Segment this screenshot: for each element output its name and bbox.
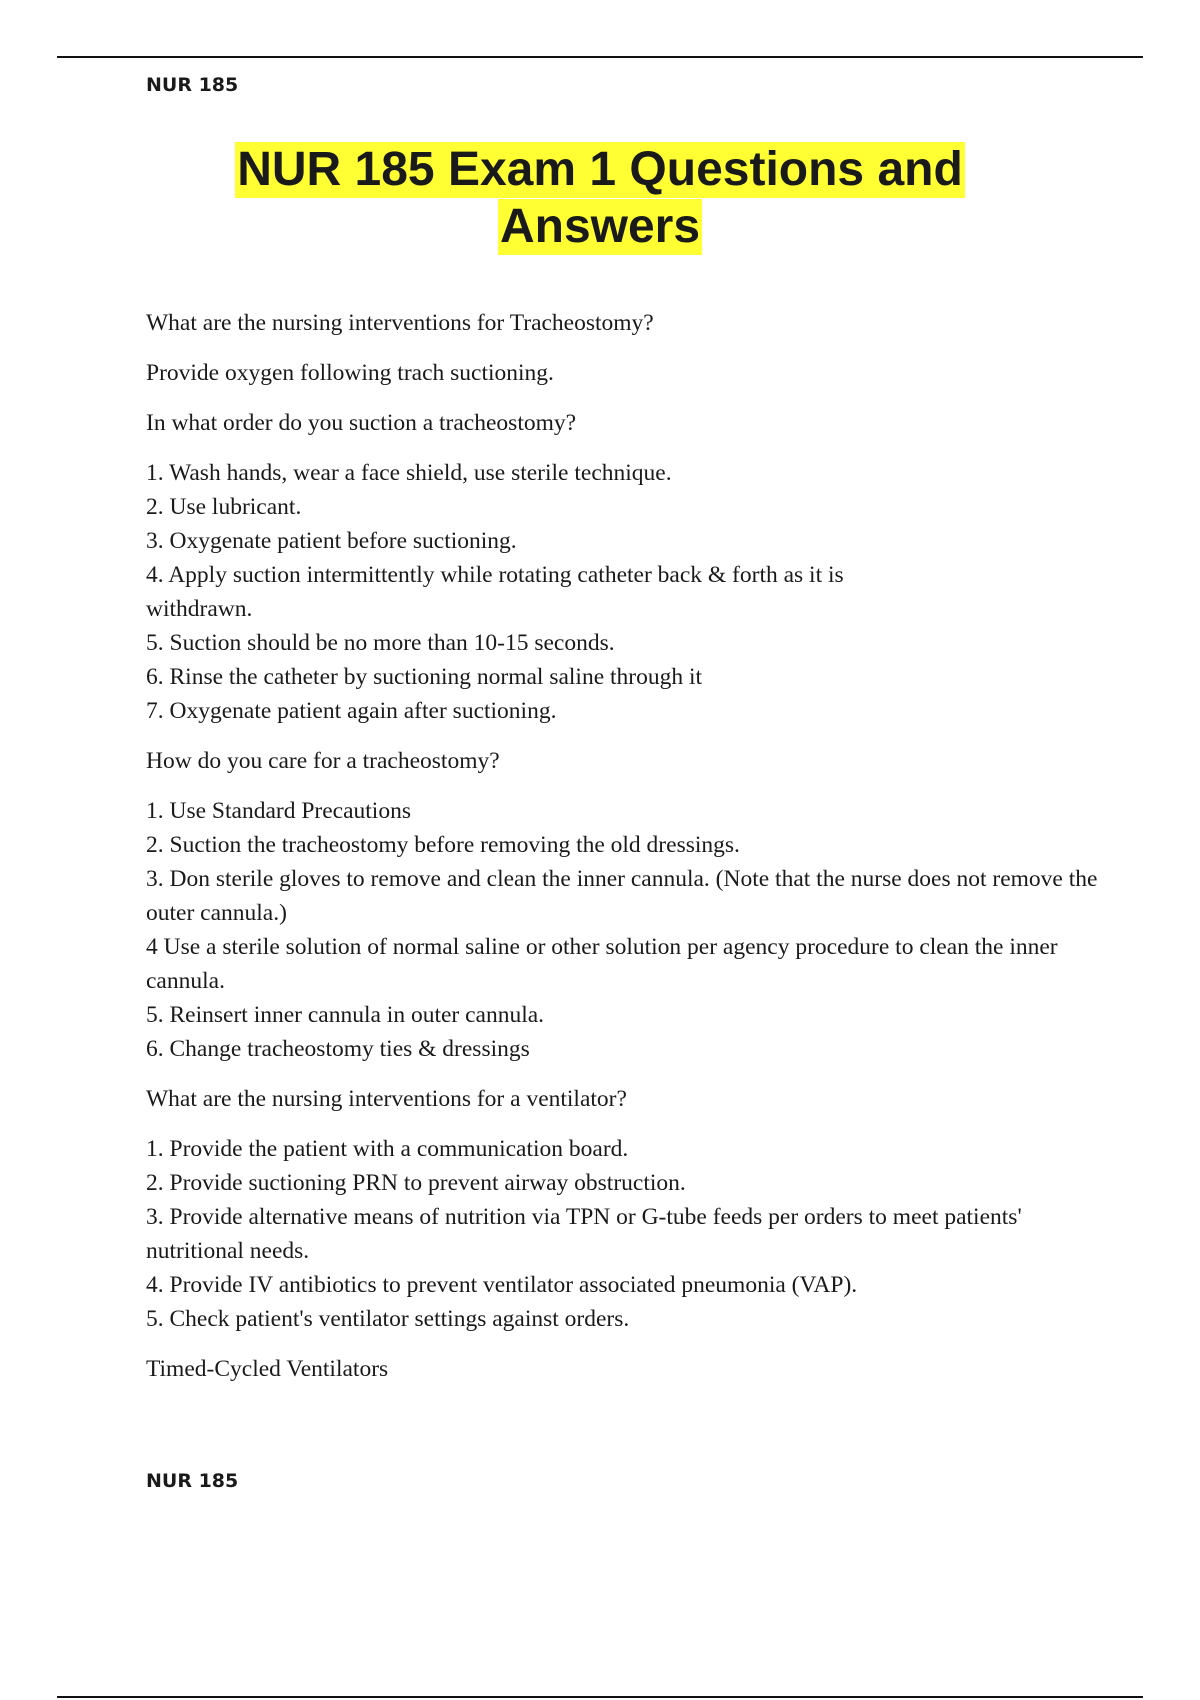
list-item: 5. Check patient's ventilator settings against orders.	[146, 1306, 630, 1332]
document-title	[100, 142, 1100, 256]
list-item: 2. Suction the tracheostomy before removing the old dressings.	[146, 832, 740, 858]
ventilator-interventions-list	[146, 1132, 1106, 1336]
running-header: NUR 185	[146, 74, 239, 96]
question-tracheostomy-interventions: What are the nursing interventions for Tracheostomy?	[146, 310, 654, 336]
list-item: 1. Wash hands, wear a face shield, use sterile technique.	[146, 460, 672, 486]
bottom-rule	[57, 1696, 1143, 1698]
list-item: 3. Oxygenate patient before suctioning.	[146, 528, 517, 554]
list-item: 2. Use lubricant.	[146, 494, 302, 520]
list-item: 1. Provide the patient with a communication board.	[146, 1136, 629, 1162]
list-item: 2. Provide suctioning PRN to prevent airway obstruction.	[146, 1170, 686, 1196]
list-item: 3. Don sterile gloves to remove and clean the inner cannula. (Note that the nurse does not remove the outer cannula.)	[146, 866, 1098, 926]
list-item: 4. Provide IV antibiotics to prevent ventilator associated pneumonia (VAP).	[146, 1272, 858, 1298]
running-footer: NUR 185	[146, 1470, 239, 1492]
document-body	[146, 306, 1106, 1386]
list-item: 1. Use Standard Precautions	[146, 798, 411, 824]
list-item: 3. Provide alternative means of nutrition via TPN or G-tube feeds per orders to meet patients' nutritional needs.	[146, 1204, 1022, 1264]
title-line-2: Answers	[499, 200, 701, 253]
list-item: 5. Suction should be no more than 10-15 seconds.	[146, 630, 615, 656]
list-item: 4 Use a sterile solution of normal saline or other solution per agency procedure to clean the inner cannula.	[146, 934, 1058, 994]
list-item: 5. Reinsert inner cannula in outer cannula.	[146, 1002, 545, 1028]
answer-tracheostomy-interventions: Provide oxygen following trach suctioning.	[146, 360, 554, 386]
question-timed-cycled-ventilators: Timed-Cycled Ventilators	[146, 1356, 389, 1382]
title-line-1: NUR 185 Exam 1 Questions and	[237, 143, 963, 196]
list-item: 7. Oxygenate patient again after suctioning.	[146, 698, 557, 724]
question-suction-order: In what order do you suction a tracheostomy?	[146, 410, 577, 436]
question-ventilator-interventions: What are the nursing interventions for a ventilator?	[146, 1086, 627, 1112]
suction-order-list	[146, 456, 1106, 728]
list-item: 6. Change tracheostomy ties & dressings	[146, 1036, 530, 1062]
top-rule	[57, 56, 1143, 58]
tracheostomy-care-list	[146, 794, 1106, 1066]
list-item: 6. Rinse the catheter by suctioning normal saline through it	[146, 664, 703, 690]
list-item: 4. Apply suction intermittently while rotating catheter back & forth as it is withdrawn.	[146, 562, 844, 622]
question-tracheostomy-care: How do you care for a tracheostomy?	[146, 748, 500, 774]
